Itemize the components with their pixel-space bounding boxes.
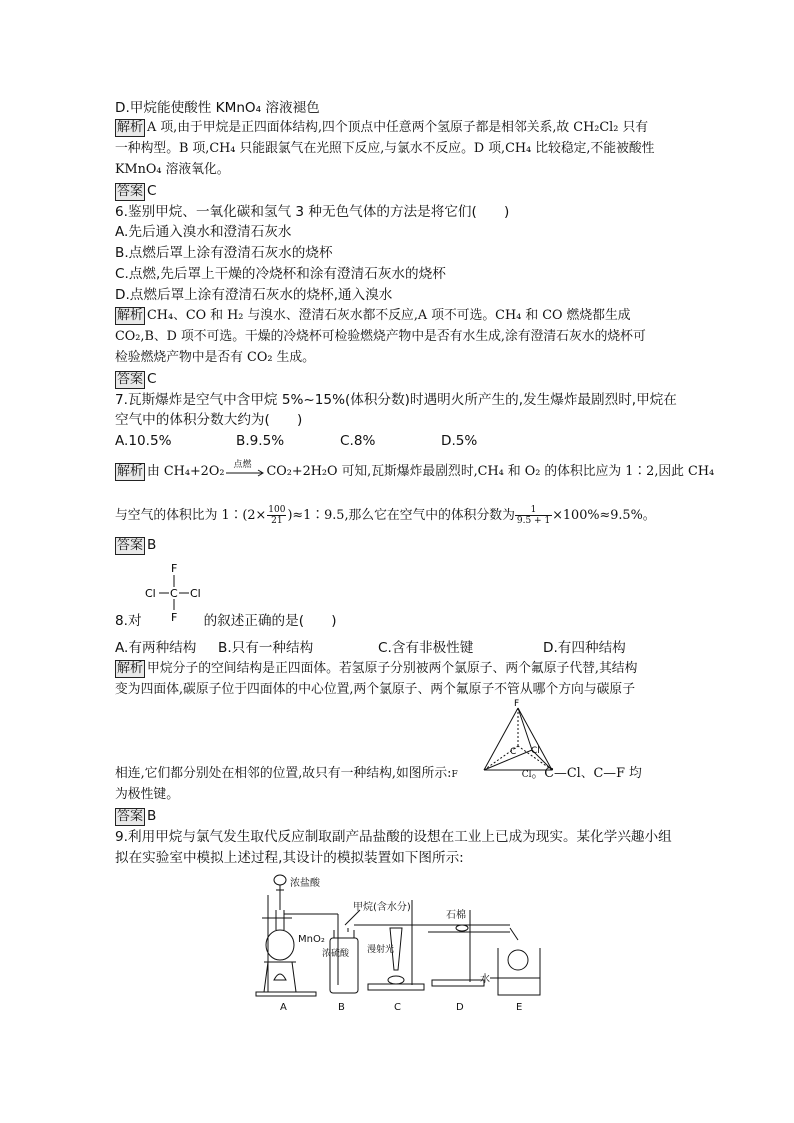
q8-analysis-line-3 <box>115 764 642 785</box>
fraction-100-21 <box>267 505 286 526</box>
q6-option-d: D.点燃后罩上涂有澄清石灰水的烧杯,通入溴水 <box>115 287 393 303</box>
tetra-cl-right: Cl <box>521 770 532 780</box>
q7-option-d: D.5% <box>441 433 478 449</box>
q8-analysis-text-3a: 相连,它们都分别处在相邻的位置,故只有一种结构,如图所示: <box>115 766 452 781</box>
fraction-numerator: 100 <box>268 505 286 515</box>
label-d: D <box>456 1002 464 1013</box>
fraction-numerator: 1 <box>515 505 552 516</box>
q7-answer-value: B <box>147 537 157 553</box>
atom-cl-left: Cl <box>145 587 156 600</box>
label-a: A <box>280 1002 287 1013</box>
q8-stem-prefix: 8.对 <box>115 613 142 629</box>
q6-stem: 6.鉴别甲烷、一氧化碳和氢气 3 种无色气体的方法是将它们( ) <box>115 204 510 220</box>
q7-analysis-line-1 <box>115 459 715 482</box>
q8-analysis-line-1 <box>115 659 637 679</box>
q7-equation-left: 由 CH₄+2O₂ <box>147 464 225 479</box>
label-mno2: MnO₂ <box>298 934 325 945</box>
label-c: C <box>394 1002 401 1013</box>
label-asbestos: 石棉 <box>446 910 466 921</box>
q6-analysis-line-2: CO₂,B、D 项不可选。干燥的冷烧杯可检验燃烧产物中是否有水生成,涂有澄清石灰水的烧杯可 <box>115 329 646 344</box>
analysis-tag: 解析 <box>117 120 144 135</box>
q6-analysis-line-3: 检验燃烧产物中是否有 CO₂ 生成。 <box>115 350 315 365</box>
q7-analysis-text-2a: 与空气的体积比为 1∶(2× <box>115 508 267 523</box>
q6-option-c: C.点燃,先后罩上干燥的冷烧杯和涂有澄清石灰水的烧杯 <box>115 266 446 282</box>
q8-answer <box>115 806 156 826</box>
q6-option-b: B.点燃后罩上涂有澄清石灰水的烧杯 <box>115 245 333 261</box>
q4-option-d: D.甲烷能使酸性 KMnO₄ 溶液褪色 <box>115 100 320 116</box>
label-diffuse-light: 漫射光 <box>367 945 395 955</box>
q6-analysis-line-1 <box>115 306 631 326</box>
q8-analysis-line-2: 变为四面体,碳原子位于四面体的中心位置,两个氯原子、两个氟原子不管从哪个方向与碳原子 <box>115 682 636 697</box>
q6-option-a: A.先后通入溴水和澄清石灰水 <box>115 224 292 240</box>
q8-analysis-text-3b: 。C—Cl、C—F 均 <box>531 766 642 781</box>
tetra-f-top: F <box>514 699 520 709</box>
tetra-cl-inner: Cl <box>531 746 540 756</box>
q8-option-a: A.有两种结构 <box>115 640 197 656</box>
q7-stem-line-2: 空气中的体积分数大约为( ) <box>115 412 303 428</box>
q8-stem <box>115 611 337 631</box>
tetra-c: C <box>510 747 517 757</box>
q8-answer-value: B <box>147 808 157 824</box>
atom-c-center: C <box>170 587 178 600</box>
label-b: B <box>338 1002 345 1013</box>
q6-answer-value: C <box>147 371 157 387</box>
fraction-denominator: 21 <box>271 516 283 526</box>
answer-tag: 答案 <box>117 538 144 553</box>
label-water: 水 <box>480 974 490 985</box>
q8-option-c: C.含有非极性键 <box>378 640 474 656</box>
q8-stem-suffix: 的叙述正确的是( ) <box>203 613 337 629</box>
fraction-1-over-10-5 <box>517 505 550 526</box>
q5-analysis-line-2: 一种构型。B 项,CH₄ 只能跟氯气在光照下反应,与氯水不反应。D 项,CH₄ 比较稳定,不能被酸性 <box>115 141 655 156</box>
q6-answer <box>115 369 157 389</box>
q6-analysis-text-1: CH₄、CO 和 H₂ 与溴水、澄清石灰水都不反应,A 项不可选。CH₄ 和 CO 燃烧都生成 <box>147 308 631 323</box>
q7-analysis-text-2b: )≈1∶9.5,那么它在空气中的体积分数为 <box>287 508 515 523</box>
fraction-denominator: 9.5 + 1 <box>516 516 551 526</box>
q8-option-d: D.有四种结构 <box>543 640 626 656</box>
label-methane: 甲烷(含水分) <box>353 902 411 913</box>
analysis-tag: 解析 <box>117 464 144 479</box>
experiment-apparatus-diagram <box>250 870 550 1015</box>
reaction-arrow <box>224 459 266 479</box>
q7-stem-line-1: 7.瓦斯爆炸是空气中含甲烷 5%~15%(体积分数)时遇明火所产生的,发生爆炸最剧烈时,甲烷在 <box>115 392 677 408</box>
q7-answer <box>115 535 156 555</box>
q7-option-b: B.9.5% <box>236 433 285 449</box>
q7-option-a: A.10.5% <box>115 433 172 449</box>
atom-cl-right: Cl <box>190 587 201 600</box>
q7-analysis-line-2 <box>115 503 656 529</box>
answer-tag: 答案 <box>117 184 144 199</box>
atom-f-bottom: F <box>171 611 178 624</box>
q8-analysis-line-4: 为极性键。 <box>115 787 179 802</box>
q5-answer-value: C <box>147 183 157 199</box>
q5-analysis-text-1: A 项,由于甲烷是正四面体结构,四个顶点中任意两个氢原子都是相邻关系,故 CH₂Cl₂ 只有 <box>147 120 649 135</box>
q7-equation-right: CO₂+2H₂O 可知,瓦斯爆炸最剧烈时,CH₄ 和 O₂ 的体积比应为 1∶2,因此 CH₄ <box>266 464 715 479</box>
q9-stem-line-1: 9.利用甲烷与氯气发生取代反应制取副产品盐酸的设想在工业上已成为现实。某化学兴趣小组 <box>115 829 672 845</box>
reaction-condition: 点燃 <box>233 459 252 470</box>
answer-tag: 答案 <box>117 372 144 387</box>
answer-tag: 答案 <box>117 809 144 824</box>
q5-answer <box>115 181 157 201</box>
q5-analysis-line-3: KMnO₄ 溶液氧化。 <box>115 162 230 177</box>
analysis-tag: 解析 <box>117 661 144 676</box>
q8-option-b: B.只有一种结构 <box>218 640 314 656</box>
analysis-tag: 解析 <box>117 308 144 323</box>
tetra-f-left: F <box>451 770 458 780</box>
q7-analysis-text-2c: ×100%≈9.5%。 <box>552 508 656 523</box>
q7-option-c: C.8% <box>340 433 376 449</box>
q5-analysis-line-1 <box>115 118 648 138</box>
q9-stem-line-2: 拟在实验室中模拟上述过程,其设计的模拟装置如下图所示: <box>115 850 464 866</box>
label-conc-hcl: 浓盐酸 <box>290 878 320 889</box>
q8-analysis-text-1: 甲烷分子的空间结构是正四面体。若氢原子分别被两个氯原子、两个氟原子代替,其结构 <box>147 661 638 676</box>
label-conc-h2so4: 浓硫酸 <box>322 949 350 959</box>
atom-f-top: F <box>171 562 178 575</box>
label-e: E <box>516 1002 523 1013</box>
arrow-icon <box>224 465 266 479</box>
